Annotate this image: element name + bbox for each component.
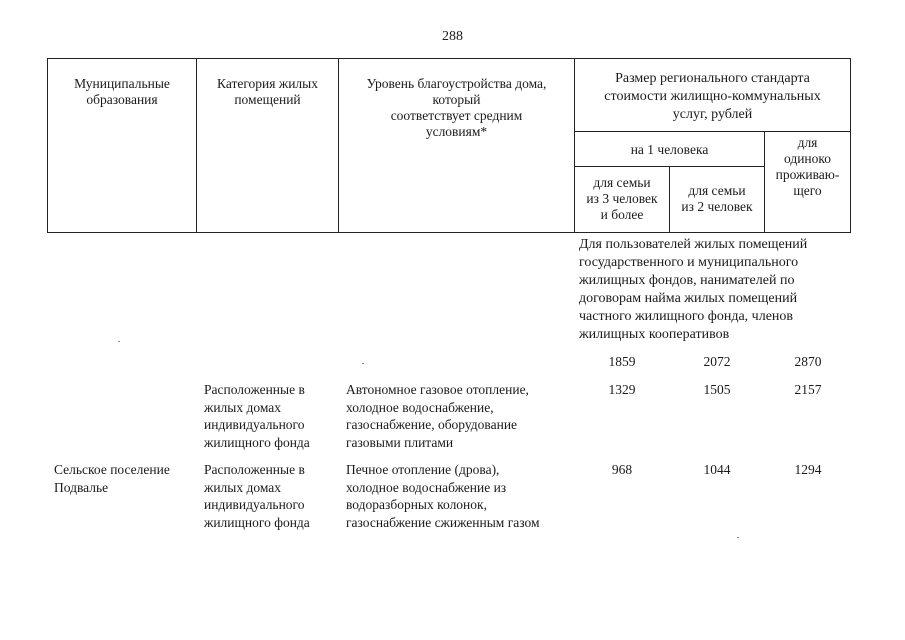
header-rule-size: [574, 131, 851, 132]
header-size: Размер регионального стандарта стоимости жилищно-коммунальных услуг, рублей: [604, 71, 821, 122]
header-level: Уровень благоустройства дома, который соответствует средним условиям*: [366, 76, 547, 139]
header-top-border: [47, 58, 851, 59]
page-number: 288: [442, 29, 463, 44]
header-border-right: [850, 58, 851, 233]
row-single-value: 2870: [794, 354, 822, 369]
scan-speck: [737, 537, 739, 538]
scan-speck: [118, 341, 120, 342]
scan-speck: [362, 363, 364, 364]
header-category: Категория жилых помещений: [217, 76, 318, 107]
header-family2: для семьи из 2 человек: [681, 183, 753, 214]
row-municipal: Сельское поселение Подвалье: [54, 462, 170, 495]
header-family3: для семьи из 3 человек и более: [586, 175, 658, 222]
row-family3-value: 1859: [608, 354, 636, 369]
section-note: Для пользователей жилых помещений государственного и муниципального жилищных фондов, нанимателей по договорам найма жилых помещений частного жилищного фонда, членов жилищных кооперативов: [579, 237, 808, 342]
header-per-person: на 1 человека: [630, 142, 709, 157]
header-single: для одиноко проживаю- щего: [775, 135, 840, 198]
row-family2-value: 1505: [703, 382, 731, 397]
row-family3-value: 968: [611, 462, 633, 477]
row-family3-value: 1329: [608, 382, 636, 397]
row-level: Автономное газовое отопление, холодное водоснабжение, газоснабжение, оборудование газовыми плитами: [346, 382, 529, 450]
row-level: Печное отопление (дрова), холодное водоснабжение из водоразборных колонок, газоснабжение сжиженным газом: [346, 462, 540, 530]
header-bottom-border: [47, 232, 851, 233]
row-single-value: 1294: [794, 462, 822, 477]
header-municipal: Муниципальные образования: [74, 76, 170, 107]
row-family2-value: 1044: [703, 462, 731, 477]
row-family2-value: 2072: [703, 354, 731, 369]
row-category: Расположенные в жилых домах индивидуального жилищного фонда: [204, 382, 310, 450]
row-single-value: 2157: [794, 382, 822, 397]
row-category: Расположенные в жилых домах индивидуального жилищного фонда: [204, 462, 310, 530]
